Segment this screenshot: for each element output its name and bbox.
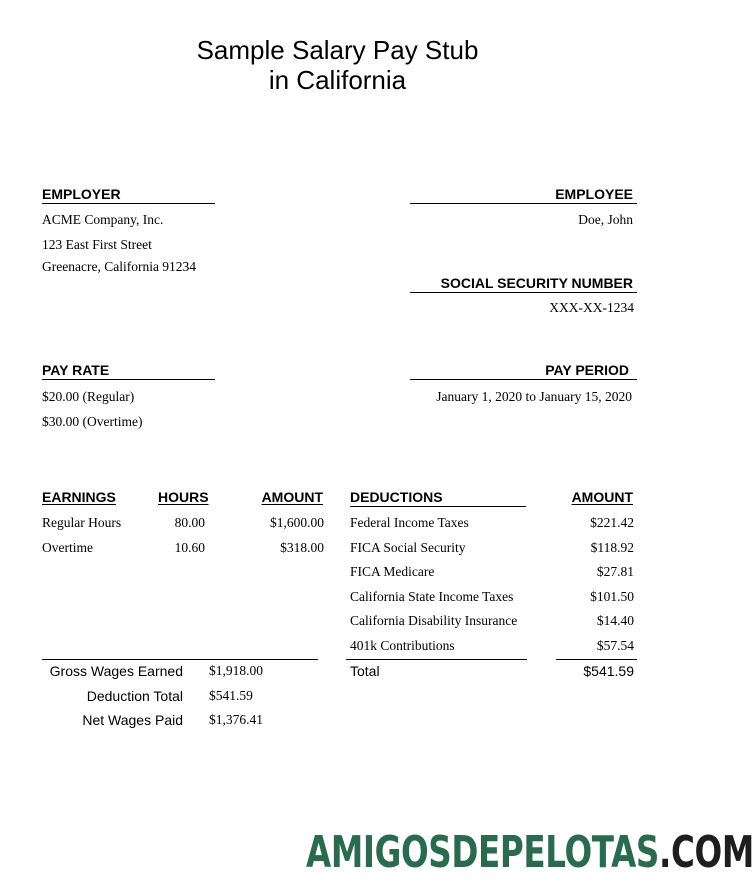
employee-rule [410,203,637,204]
employee-name: Doe, John [578,212,633,227]
earnings-amount-heading: AMOUNT [261,489,323,505]
deduction-row-label: California Disability Insurance [350,613,518,628]
pay-period-value: January 1, 2020 to January 15, 2020 [436,389,632,404]
deduction-row-amount: $57.54 [596,638,634,653]
employer-city: Greenacre, California 91234 [42,259,197,274]
pay-rate-overtime: $30.00 (Overtime) [42,414,143,429]
deduction-row-amount: $27.81 [596,564,634,579]
pay-period-rule [410,379,637,380]
deduction-row-label: Federal Income Taxes [350,515,469,530]
deduction-row-label: FICA Social Security [350,540,466,555]
deduction-row-amount: $118.92 [590,540,634,555]
deductions-amount-heading: AMOUNT [571,489,633,505]
watermark-domain: .COM [658,827,754,878]
employee-heading: EMPLOYEE [555,186,633,202]
deductions-total-label: Total [350,663,380,679]
deduction-total-label: Deduction Total [86,688,183,704]
employer-heading: EMPLOYER [42,186,121,202]
earnings-heading: EARNINGS [42,489,116,505]
gross-wages-label: Gross Wages Earned [49,663,183,679]
deduction-total-value: $541.59 [209,688,253,703]
pay-rate-rule [42,379,215,380]
ssn-heading: SOCIAL SECURITY NUMBER [440,275,633,291]
ssn-rule [410,292,637,293]
page-subtitle: in California [268,65,407,95]
employer-street: 123 East First Street [42,237,152,252]
deductions-rule [350,506,526,507]
ssn-value: XXX-XX-1234 [549,300,634,315]
pay-rate-heading: PAY RATE [42,362,110,378]
deductions-total-amount: $541.59 [583,663,634,679]
page-title: Sample Salary Pay Stub [196,35,479,65]
deduction-row-label: 401k Contributions [350,638,455,653]
deduction-row-label: California State Income Taxes [350,589,514,604]
deduction-row-amount: $14.40 [596,613,634,628]
earnings-row-amount: $1,600.00 [270,515,324,530]
earnings-row-hours: 80.00 [174,515,205,530]
earnings-row-label: Overtime [42,540,93,555]
deduction-row-label: FICA Medicare [350,564,435,579]
watermark-logo [306,828,754,878]
employer-name: ACME Company, Inc. [42,212,164,227]
pay-rate-regular: $20.00 (Regular) [42,389,135,404]
gross-wages-value: $1,918.00 [209,663,263,678]
earnings-row-hours: 10.60 [174,540,205,555]
net-wages-value: $1,376.41 [209,712,263,727]
deductions-total-amount-rule [556,659,637,660]
earnings-row-label: Regular Hours [42,515,122,530]
summary-rule [42,659,318,660]
watermark-name: AMIGOSDEPELOTAS [306,827,659,878]
net-wages-label: Net Wages Paid [82,712,183,728]
pay-period-heading: PAY PERIOD [545,362,629,378]
hours-heading: HOURS [158,489,209,505]
earnings-row-amount: $318.00 [280,540,324,555]
deductions-heading: DEDUCTIONS [350,489,443,505]
employer-rule [42,203,215,204]
deduction-row-amount: $221.42 [590,515,634,530]
deductions-total-rule [346,659,527,660]
deduction-row-amount: $101.50 [590,589,634,604]
